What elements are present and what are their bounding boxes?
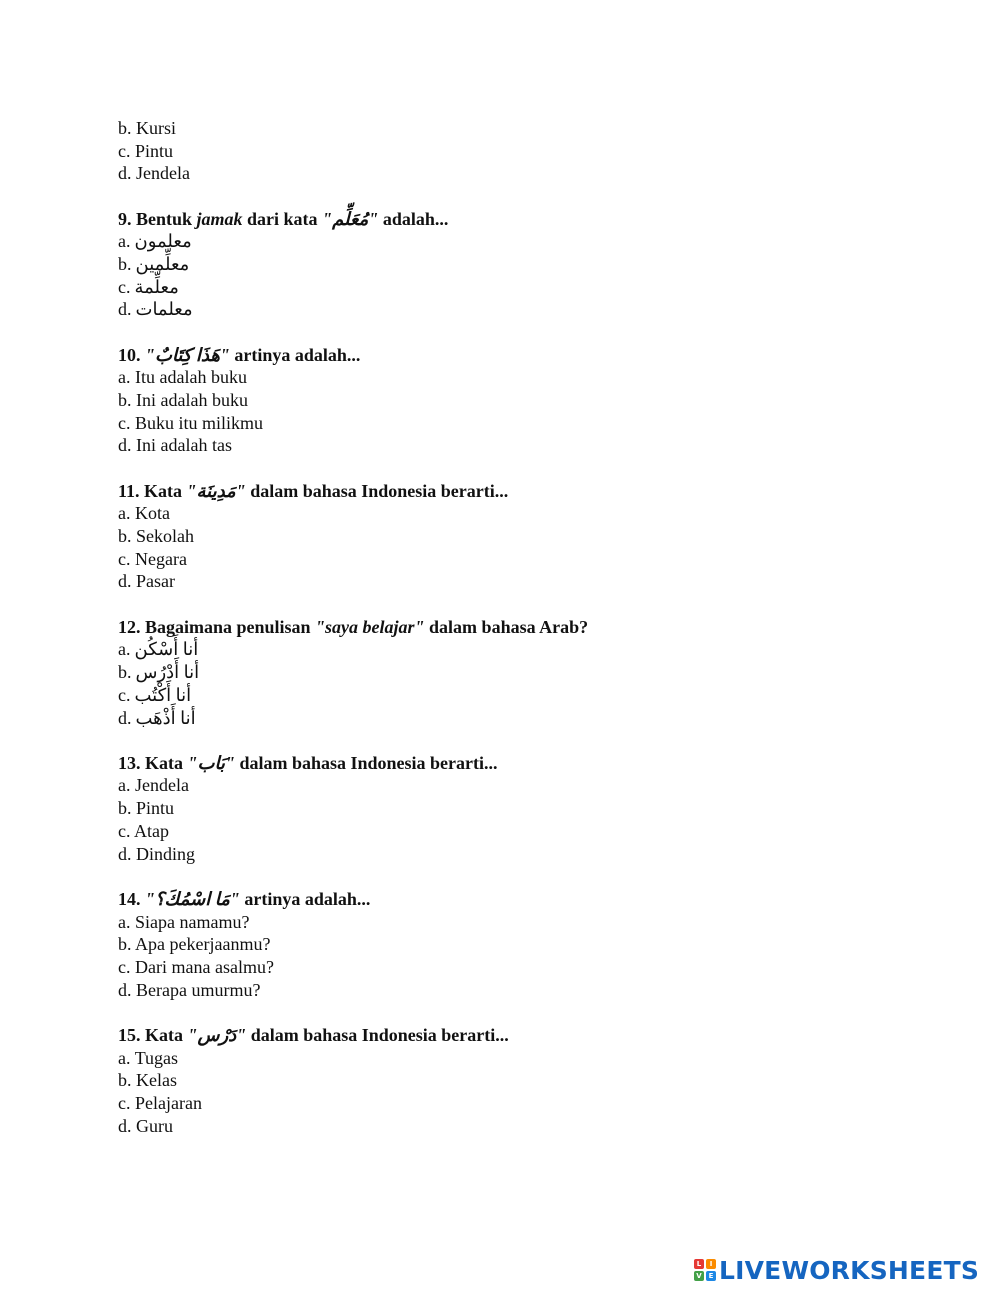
option-a[interactable]: a. Jendela <box>118 775 189 796</box>
option-b[interactable]: b. معلِّمين <box>118 254 190 275</box>
question-11-text: 11. Kata "مَدِينَة" dalam bahasa Indonesia berarti... <box>118 480 509 501</box>
logo-cell: L <box>694 1259 704 1269</box>
option-b[interactable]: b. Apa pekerjaanmu? <box>118 934 271 955</box>
option-a[interactable]: a. Tugas <box>118 1047 179 1068</box>
question-10 <box>118 344 918 457</box>
option-a[interactable]: a. معلمون <box>118 231 192 252</box>
logo-grid-icon <box>694 1259 716 1281</box>
previous-question-options <box>118 117 918 185</box>
logo-cell: V <box>694 1271 704 1281</box>
option-c[interactable]: c. Pelajaran <box>118 1092 202 1113</box>
option-c[interactable]: c. Pintu <box>118 140 174 161</box>
question-12 <box>118 616 918 729</box>
option-b[interactable]: b. أنا أَدْرُس <box>118 662 200 683</box>
option-d[interactable]: d. Berapa umurmu? <box>118 979 261 1000</box>
question-9 <box>118 208 918 321</box>
option-b[interactable]: b. Sekolah <box>118 526 194 547</box>
option-c[interactable]: c. أنا أَكْتُب <box>118 684 192 705</box>
question-15 <box>118 1024 918 1137</box>
option-d[interactable]: d. Guru <box>118 1115 173 1136</box>
worksheet-page <box>118 117 918 1137</box>
option-a[interactable]: a. Kota <box>118 503 170 524</box>
option-b[interactable]: b. Kelas <box>118 1070 177 1091</box>
option-b[interactable]: b. Kursi <box>118 118 176 138</box>
question-13 <box>118 752 918 865</box>
question-14-text: 14. "مَا اسْمُكَ؟" artinya adalah... <box>118 888 371 909</box>
option-c[interactable]: c. Negara <box>118 548 187 569</box>
option-d[interactable]: d. معلمات <box>118 299 193 320</box>
option-d[interactable]: d. Jendela <box>118 163 190 184</box>
question-14 <box>118 888 918 1001</box>
logo-cell: I <box>706 1259 716 1269</box>
question-9-text: 9. Bentuk jamak dari kata "مُعَلِّم" adalah... <box>118 208 449 229</box>
option-d[interactable]: d. Dinding <box>118 843 196 864</box>
question-11 <box>118 480 918 593</box>
question-12-text: 12. Bagaimana penulisan "saya belajar" dalam bahasa Arab? <box>118 616 589 637</box>
option-b[interactable]: b. Pintu <box>118 798 175 819</box>
option-c[interactable]: c. معلِّمة <box>118 276 179 297</box>
option-d[interactable]: d. Ini adalah tas <box>118 435 232 456</box>
option-c[interactable]: c. Buku itu milikmu <box>118 412 264 433</box>
option-a[interactable]: a. أنا أَسْكُن <box>118 639 199 660</box>
question-10-text: 10. "هَذَا كِتَابٌ" artinya adalah... <box>118 344 361 365</box>
option-c[interactable]: c. Dari mana asalmu? <box>118 956 274 977</box>
option-c[interactable]: c. Atap <box>118 820 170 841</box>
option-a[interactable]: a. Itu adalah buku <box>118 367 247 388</box>
logo-text: LIVEWORKSHEETS <box>719 1255 980 1285</box>
liveworksheets-logo <box>694 1255 979 1285</box>
question-13-text: 13. Kata "بَاب" dalam bahasa Indonesia berarti... <box>118 752 498 773</box>
question-15-text: 15. Kata "دَرْس" dalam bahasa Indonesia berarti... <box>118 1024 509 1045</box>
logo-cell: E <box>706 1271 716 1281</box>
option-d[interactable]: d. Pasar <box>118 571 175 592</box>
option-d[interactable]: d. أنا أَذْهَب <box>118 707 196 728</box>
option-b[interactable]: b. Ini adalah buku <box>118 390 248 411</box>
option-a[interactable]: a. Siapa namamu? <box>118 911 250 932</box>
